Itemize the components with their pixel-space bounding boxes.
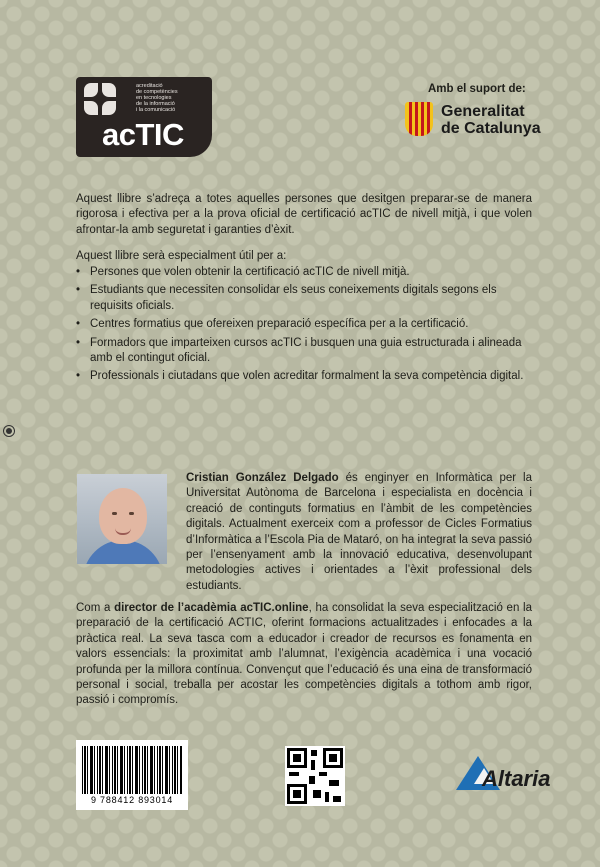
intro-paragraph: Aquest llibre s’adreça a totes aquelles persones que desitgen preparar-se de manera rigorosa i efectiva per a la prova oficial de certificació acTIC de nivell mitjà, i que volen afrontar-la amb seguretat i garanties d’èxit. [76, 193, 532, 236]
altaria-logo [456, 752, 556, 798]
author-bio2-prefix: Com a [76, 602, 115, 614]
actic-tagline-line: de competències [136, 89, 178, 95]
list-item-text: Estudiants que necessiten consolidar els seus coneixements digitals segons els requisits oficials. [90, 284, 497, 312]
generalitat-logo [405, 100, 565, 140]
publisher-name: Altaria [482, 766, 551, 791]
author-bio2-text: , ha consolidat la seva especialització en la preparació de la certificació ACTIC, oferint formacions actualitzades i enfocades a la pràctica real. La seva tasca com a educador i creador de recursos es fonamenta en valors essencials: la proximitat amb l’alumnat, l’exigència acadèmica i una vocació profunda per la millora contínua. Convençut que l’educació és una eina de transformació personal i social, treballa per acostar les competències digitals a tothom amb rigor, passió i compromís. [76, 602, 532, 707]
bullet-icon: • [76, 284, 81, 297]
actic-flower-icon [84, 83, 120, 119]
registration-mark-icon [3, 425, 15, 437]
actic-wordmark: acTIC [102, 117, 184, 152]
list-item-text: Professionals i ciutadans que volen acreditar formalment la seva competència digital. [90, 370, 524, 383]
actic-tagline-line: en tecnologies [136, 95, 172, 101]
senyera-icon [405, 102, 433, 136]
list-item [76, 369, 532, 384]
author-bio-text: és enginyer en Informàtica per la Universitat Autònoma de Barcelona i especialista en docència i creació de continguts formatius en l’àmbit de les competències digitals. Actualment exerceix com a professor de Cicles Formatius d’Informàtica a l’Escola Pia de Mataró, on ha integrat la seva passió per l’ensenyament amb la innovació educativa, desenvolupant metodologies actives i orientades a l’èxit professional dels estudiants. [186, 472, 532, 592]
generalitat-name-line1: Generalitat [441, 103, 525, 120]
author-photo [77, 474, 167, 564]
actic-tagline [136, 83, 208, 113]
qr-code-icon [285, 746, 345, 806]
audience-list [76, 265, 532, 388]
list-item [76, 265, 532, 280]
author-bio-continued [76, 601, 532, 709]
bullet-icon: • [76, 318, 81, 331]
isbn-barcode [76, 740, 188, 810]
barcode-bars-icon [82, 746, 182, 794]
generalitat-name-line2: de Catalunya [441, 120, 541, 137]
actic-tagline-line: acreditació [136, 83, 163, 89]
list-item-text: Formadors que imparteixen cursos acTIC i busquen una guia estructurada i alineada amb el contingut oficial. [90, 336, 522, 365]
list-item [76, 317, 532, 332]
bullet-icon: • [76, 336, 81, 349]
list-item-text: Persones que volen obtenir la certificació acTIC de nivell mitjà. [90, 266, 410, 278]
isbn-number: 9 788412 893014 [90, 795, 174, 805]
bullet-icon: • [76, 266, 81, 278]
list-item-text: Centres formatius que ofereixen preparació específica per a la certificació. [90, 318, 469, 331]
generalitat-name [441, 103, 541, 137]
support-label: Amb el suport de: [428, 83, 526, 95]
author-role: director de l’acadèmia acTIC.online [114, 602, 309, 614]
author-name: Cristian González Delgado [186, 472, 339, 484]
list-item [76, 283, 532, 314]
actic-tagline-line: i la comunicació [136, 107, 176, 113]
useful-label: Aquest llibre serà especialment útil per a: [76, 250, 287, 262]
bullet-icon: • [76, 370, 81, 383]
author-bio [186, 471, 532, 594]
actic-tagline-line: de la informació [136, 101, 175, 107]
list-item [76, 336, 532, 367]
actic-logo [76, 77, 212, 157]
